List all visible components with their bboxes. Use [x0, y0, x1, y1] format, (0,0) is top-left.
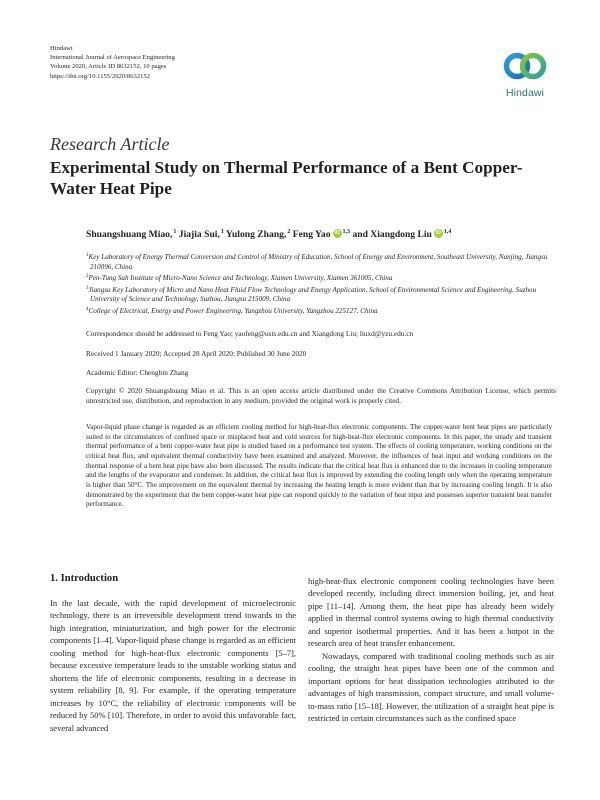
- affiliation-number: 1: [86, 253, 89, 258]
- hindawi-logo: [496, 46, 554, 106]
- journal-info: [50, 44, 175, 81]
- affiliation-text: College of Electrical, Energy and Power Engineering, Yangzhou University, Yangzhou 225127, China: [88, 306, 378, 315]
- affiliation: [86, 284, 556, 305]
- body-paragraph: Nowadays, compared with traditional cooling methods such as air cooling, the straight heat pipes have been one of the common and important options for heat dissipation technologies attributed to the advantages of high transmission, compact structure, and small volume-to-mass ratio [15–18]. However, the utilization of a straight heat pipe is restricted in certain circumstances such as the confined space: [308, 650, 554, 723]
- author-affiliation-ref: 1: [220, 229, 224, 235]
- body-paragraph: high-heat-flux electronic component cooling technologies have been developed recently, including direct immersion boiling, jet, and heat pipe [11–14]. Among them, the heat pipe has already been widely applied in thermal control systems owing to high thermal conductivity and superior isothermal properties. And it has been a hotpot in the research area of heat transfer enhancement.: [308, 576, 554, 649]
- author-name: Shuangshuang Miao,: [86, 229, 173, 240]
- author-name: and Xiangdong Liu: [352, 229, 432, 240]
- author-affiliation-ref: 1: [173, 229, 177, 235]
- affiliation-text: Pen-Tung Sah Institute of Micro-Nano Science and Technology, Xiamen University, Xiamen 361005, China: [88, 274, 393, 283]
- body-column-right: [308, 575, 554, 724]
- abstract: Vapor-liquid phase change is regarded as an efficient cooling method for high-heat-flux electronic components. The copper-water bent heat pipes are particularly suited to the circumstances of confined space or misplaced heat and cold sources for high-heat-flux electronic components. In this paper, the steady and transient thermal performance of a bent copper-water heat pipe is studied based on a performance test system. The effects of cooling temperature, working conditions on the critical heat flux, and equivalent thermal conductivity have been examined and analyzed. Moreover, the influences of heat input and working conditions on the thermal response of a bent heat pipe have also been discussed. The results indicate that the critical heat flux is enhanced due to the increases in cooling temperature and the lengths of the evaporator and condenser. In addition, the critical heat flux is improved by extending the cooling length only when the operating temperature is higher than 50°C. The improvement on the equivalent thermal by increasing the heating length is more evident than that by increasing cooling length. It is also demonstrated by the experiment that the bent copper-water heat pipe can respond quickly to the variation of heat input and possesses superior transient heat transfer performance.: [86, 423, 552, 509]
- article-type: Research Article: [50, 134, 170, 154]
- academic-editor: Academic Editor: Chengbin Zhang: [86, 368, 189, 377]
- affiliation: [86, 305, 556, 317]
- affiliation: [86, 251, 556, 272]
- orcid-icon[interactable]: [333, 229, 342, 238]
- author-name: Yulong Zhang,: [225, 229, 287, 240]
- copyright-notice: Copyright © 2020 Shuangshuang Miao et al. This is an open access article distributed under the Creative Commons Attribution License, which permits unrestricted use, distribution, and reproduction in any medium, provided the original work is properly cited.: [86, 386, 556, 405]
- affiliation-text: Key Laboratory of Energy Thermal Conversion and Control of Ministry of Education, School of Energy and Environment, Southeast University, Nanjing, Jiangsu 210096, China: [88, 253, 548, 271]
- orcid-icon[interactable]: [434, 229, 443, 238]
- paper-title: Experimental Study on Thermal Performance of a Bent Copper-Water Heat Pipe: [50, 158, 523, 198]
- author-list: [86, 229, 556, 240]
- affiliations: [86, 251, 556, 317]
- affiliation-text: Jiangsu Key Laboratory of Micro and Nano Heat Fluid Flow Technology and Energy Application, School of Environmental Science and Engineering, Suzhou University of Science and Technology, Suzhou, Jiangsu 215009, China: [88, 285, 537, 304]
- hindawi-logo-icon: [503, 46, 547, 86]
- affiliation: [86, 272, 556, 284]
- author-name: Feng Yao: [292, 229, 331, 240]
- journal-volume: Volume 2020, Article ID 8632152, 10 pages: [50, 63, 167, 71]
- section-heading: 1. Introduction: [50, 573, 119, 584]
- logo-text: Hindawi: [505, 87, 545, 99]
- author-name: Jiajia Sui,: [178, 229, 220, 240]
- affiliation-number: 3: [86, 285, 89, 291]
- journal-name: International Journal of Aerospace Engineering: [50, 54, 175, 62]
- journal-doi[interactable]: https://doi.org/10.1155/2020/8632152: [50, 72, 151, 80]
- correspondence: Correspondence should be addressed to Feng Yao; yaofeng@usts.edu.cn and Xiangdong Liu; liuxd@yzu.edu.cn: [86, 329, 414, 338]
- journal-publisher: Hindawi: [50, 45, 73, 52]
- author-affiliation-ref: 1,4: [443, 229, 452, 235]
- body-column-left: [50, 597, 296, 734]
- author-affiliation-ref: 1,3: [342, 229, 351, 235]
- affiliation-number: 4: [86, 306, 89, 312]
- affiliation-number: 2: [86, 274, 89, 280]
- body-paragraph: In the last decade, with the rapid development of microelectronic technology, there is an irreversible development trend towards to the high integration, miniaturization, and high power for the electronic components [1–4]. Vapor-liquid phase change is regarded as an efficient cooling method for high-heat-flux electronic components [5–7], because excessive temperature leads to the unstable working status and shortens the life of electronic components, resulting in a decrease in system reliability [8, 9]. For example, if the operating temperature increases by 10°C, the reliability of electronic components will be reduced by 50% [10]. Therefore, in order to avoid this unfavorable fact, several advanced: [50, 598, 296, 733]
- publication-dates: Received 1 January 2020; Accepted 28 April 2020; Published 30 June 2020: [86, 349, 307, 358]
- author-affiliation-ref: 2: [287, 229, 291, 235]
